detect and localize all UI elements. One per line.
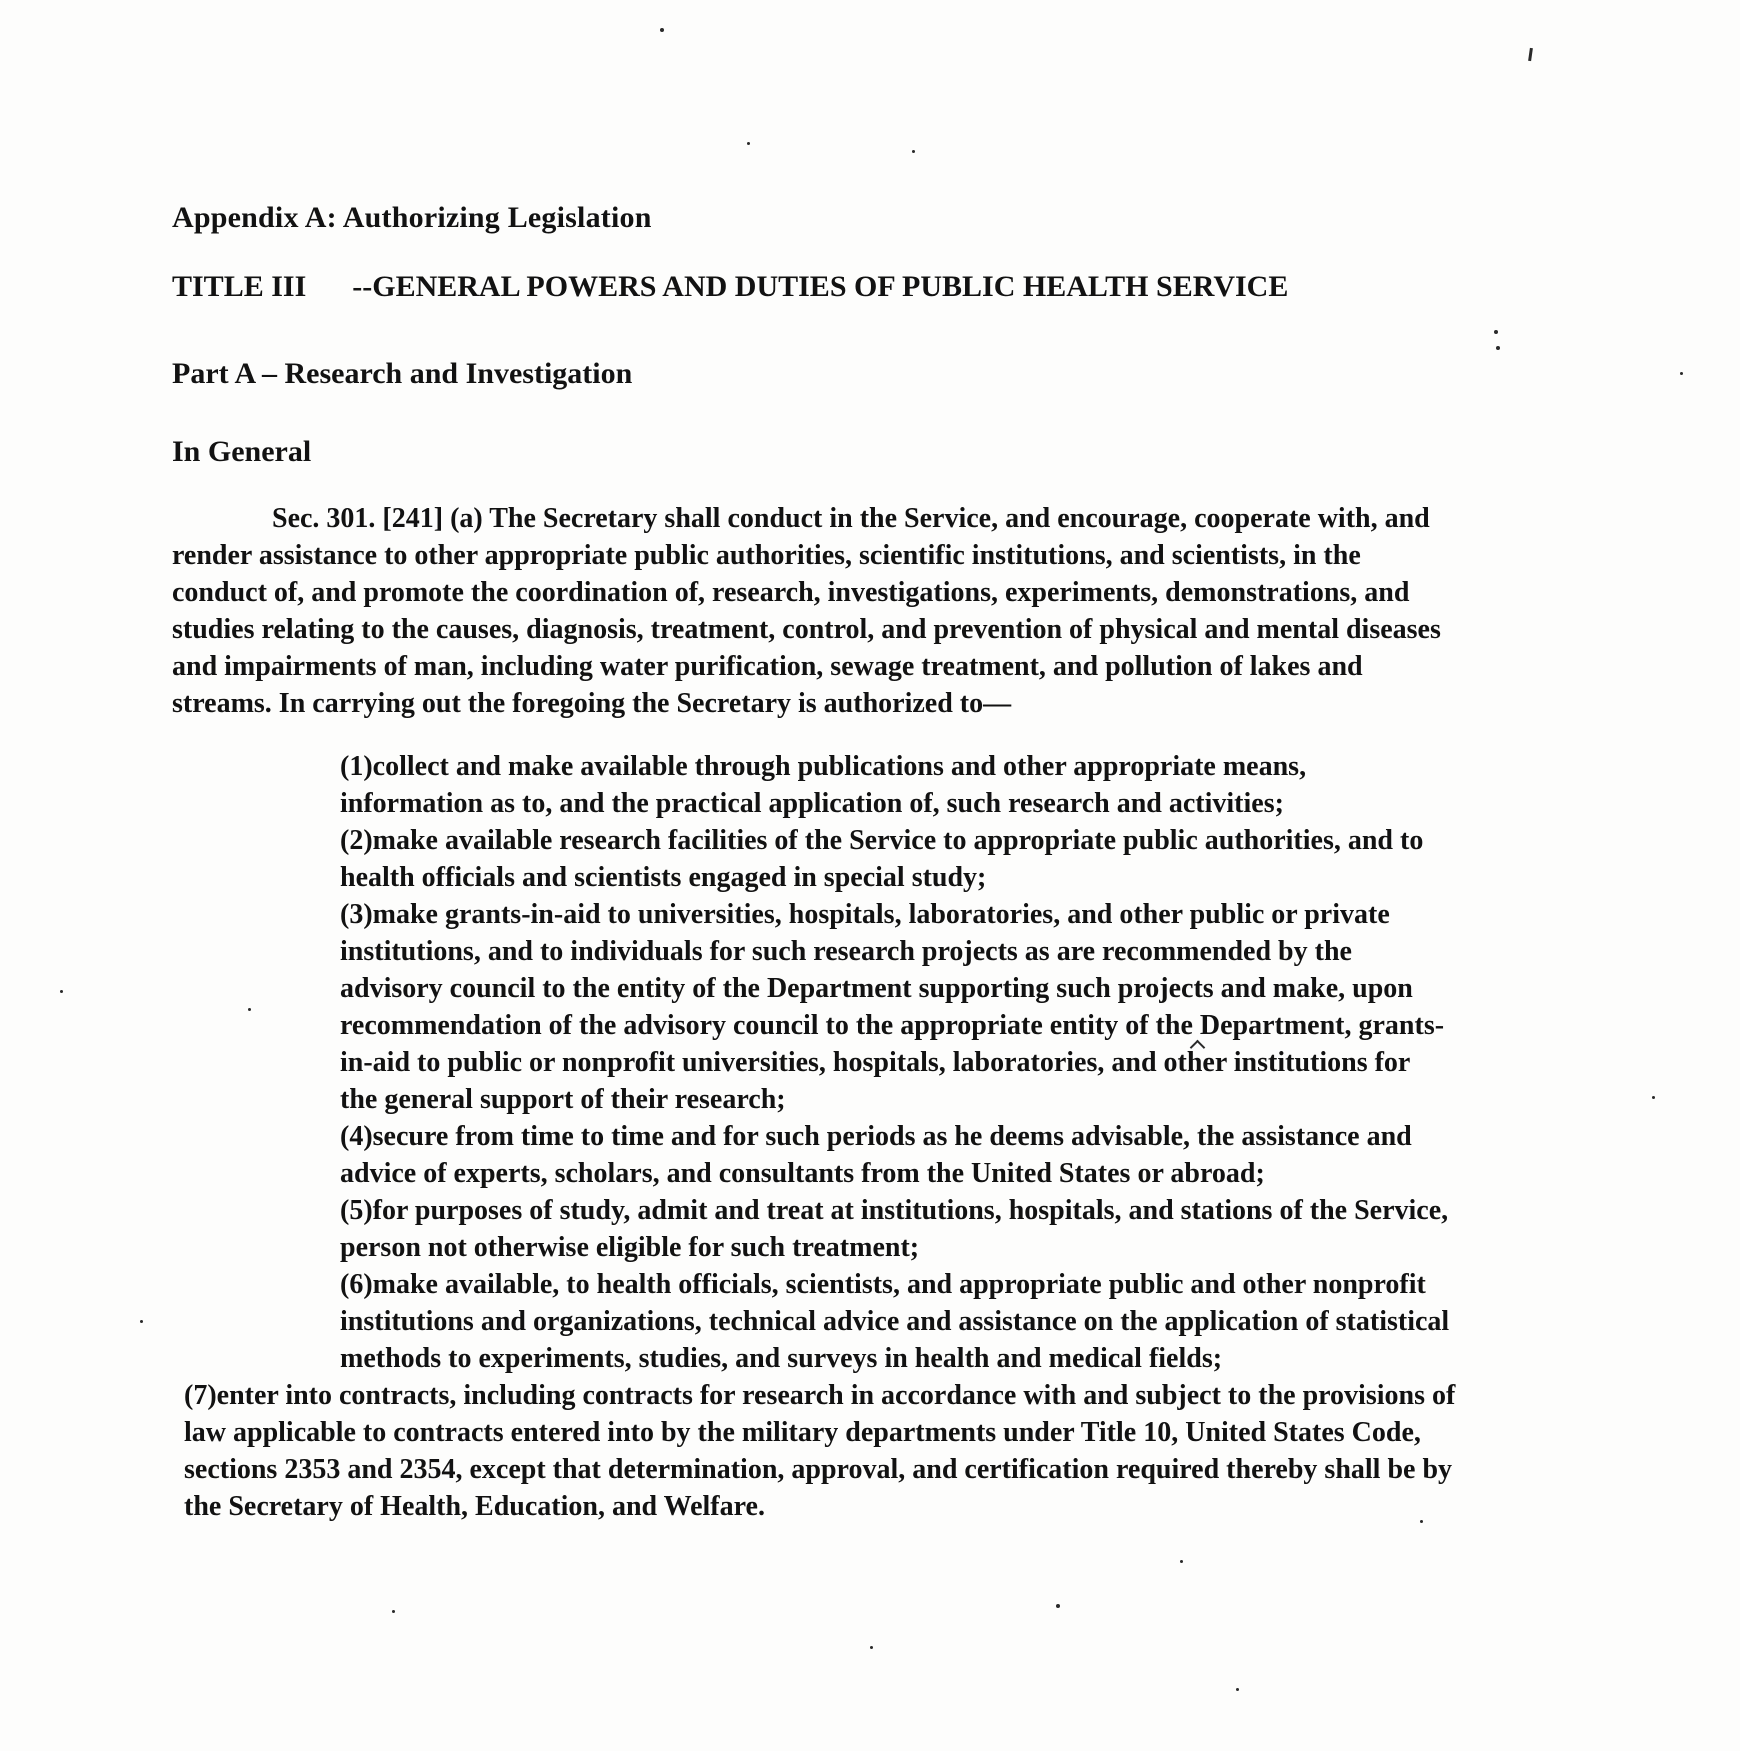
clause-item-7: (7)enter into contracts, including contracts for research in accordance with and subject to the provisions of law applicable to contracts entered into by the military departments under Title 10, United States Code, sections 2353 and 2354, except that determination, approval, and certification required thereby shall be by the Secretary of Health, Education, and Welfare.	[184, 1380, 1456, 1522]
scan-speckle	[747, 142, 750, 145]
scan-speckle	[392, 1610, 395, 1613]
scan-speckle	[1420, 1520, 1423, 1523]
scan-speckle	[1680, 372, 1683, 375]
scan-speckle	[248, 1008, 251, 1011]
scan-speckle	[140, 1320, 143, 1323]
clause-item-4: (4)secure from time to time and for such periods as he deems advisable, the assistance and advice of experts, scholars, and consultants from the United States or abroad;	[340, 1121, 1412, 1189]
scan-speckle	[1652, 1096, 1655, 1099]
clause-item-3: (3)make grants-in-aid to universities, hospitals, laboratories, and other public or private institutions, and to individuals for such research projects as are recommended by the advisory council to the entity of the Department supporting such projects and make, upon recommendation of the advisory council to the appropriate entity of the Department, grants-in-aid to public or nonprofit universities, hospitals, laboratories, and other institutions for the general support of their research;	[340, 899, 1445, 1115]
clause-item-1: (1)collect and make available through publications and other appropriate means, information as to, and the practical application of, such research and activities;	[340, 751, 1307, 819]
clause-list	[340, 748, 1450, 1377]
intro-paragraph: Sec. 301. [241] (a) The Secretary shall conduct in the Service, and encourage, cooperate with, and render assistance to other appropriate public authorities, scientific institutions, and scientists, in the conduct of, and promote the coordination of, research, investigations, experiments, demonstrations, and studies relating to the causes, diagnosis, treatment, control, and prevention of physical and mental diseases and impairments of man, including water purification, sewage treatment, and pollution of lakes and streams. In carrying out the foregoing the Secretary is authorized to—	[172, 503, 1441, 719]
scan-speckle	[1496, 346, 1500, 350]
scan-speckle	[60, 990, 63, 993]
section-heading: In General	[172, 435, 312, 468]
scan-speckle	[912, 150, 915, 153]
title-heading	[172, 270, 1462, 304]
clause-item-5: (5)for purposes of study, admit and treat at institutions, hospitals, and stations of the Service, person not otherwise eligible for such treatment;	[340, 1195, 1449, 1263]
scan-speckle	[1236, 1688, 1239, 1691]
title-label: TITLE III	[172, 270, 307, 303]
scan-speckle	[1494, 330, 1498, 334]
scan-speckle	[1056, 1604, 1060, 1608]
scan-speckle	[1528, 48, 1533, 61]
clause-item-2: (2)make available research facilities of the Service to appropriate public authorities, and to health officials and scientists engaged in special study;	[340, 825, 1424, 893]
part-heading: Part A – Research and Investigation	[172, 357, 633, 390]
scan-speckle	[1180, 1560, 1183, 1563]
appendix-heading: Appendix A: Authorizing Legislation	[172, 201, 652, 234]
clause-item-6: (6)make available, to health officials, scientists, and appropriate public and other nonprofit institutions and organizations, technical advice and assistance on the application of statistical methods to experiments, studies, and surveys in health and medical fields;	[340, 1269, 1450, 1374]
title-text: --GENERAL POWERS AND DUTIES OF PUBLIC HEALTH SERVICE	[352, 270, 1289, 303]
document-content	[172, 200, 1462, 1525]
scan-speckle	[870, 1646, 873, 1649]
scan-speckle	[660, 28, 664, 32]
